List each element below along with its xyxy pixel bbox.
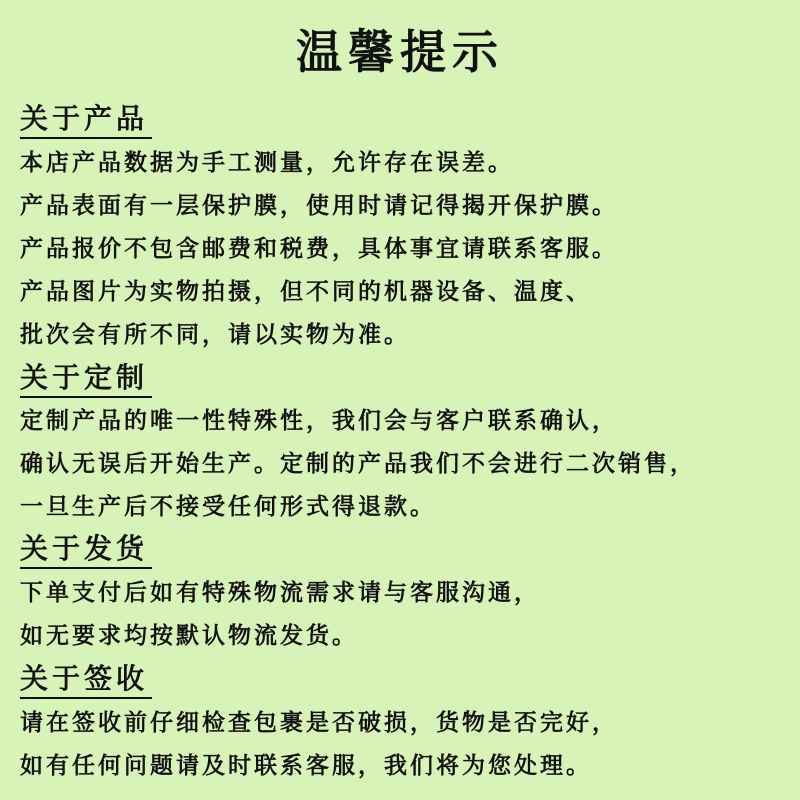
product-line-2: 产品表面有一层保护膜，使用时请记得揭开保护膜。	[20, 192, 618, 219]
section-heading-customization: 关于定制	[20, 360, 152, 398]
section-heading-product: 关于产品	[20, 101, 152, 139]
product-line-3: 产品报价不包含邮费和税费，具体事宜请联系客服。	[20, 235, 618, 262]
product-line-5: 批次会有所不同，请以实物为准。	[20, 321, 410, 348]
product-line-4: 产品图片为实物拍摄，但不同的机器设备、温度、	[20, 278, 592, 305]
section-heading-shipping: 关于发货	[20, 531, 152, 569]
shipping-line-2: 如无要求均按默认物流发货。	[20, 622, 358, 649]
section-heading-receipt: 关于签收	[20, 661, 152, 699]
receipt-line-1: 请在签收前仔细检查包裹是否破损，货物是否完好，	[20, 709, 618, 736]
customization-line-3: 一旦生产后不接受任何形式得退款。	[20, 493, 436, 520]
product-line-1: 本店产品数据为手工测量，允许存在误差。	[20, 149, 514, 176]
shipping-line-1: 下单支付后如有特殊物流需求请与客服沟通，	[20, 579, 540, 606]
customization-line-1: 定制产品的唯一性特殊性，我们会与客户联系确认，	[20, 407, 618, 434]
customization-line-2: 确认无误后开始生产。定制的产品我们不会进行二次销售，	[20, 450, 696, 477]
receipt-line-2: 如有任何问题请及时联系客服，我们将为您处理。	[20, 752, 592, 779]
page-title: 温馨提示	[296, 25, 504, 79]
